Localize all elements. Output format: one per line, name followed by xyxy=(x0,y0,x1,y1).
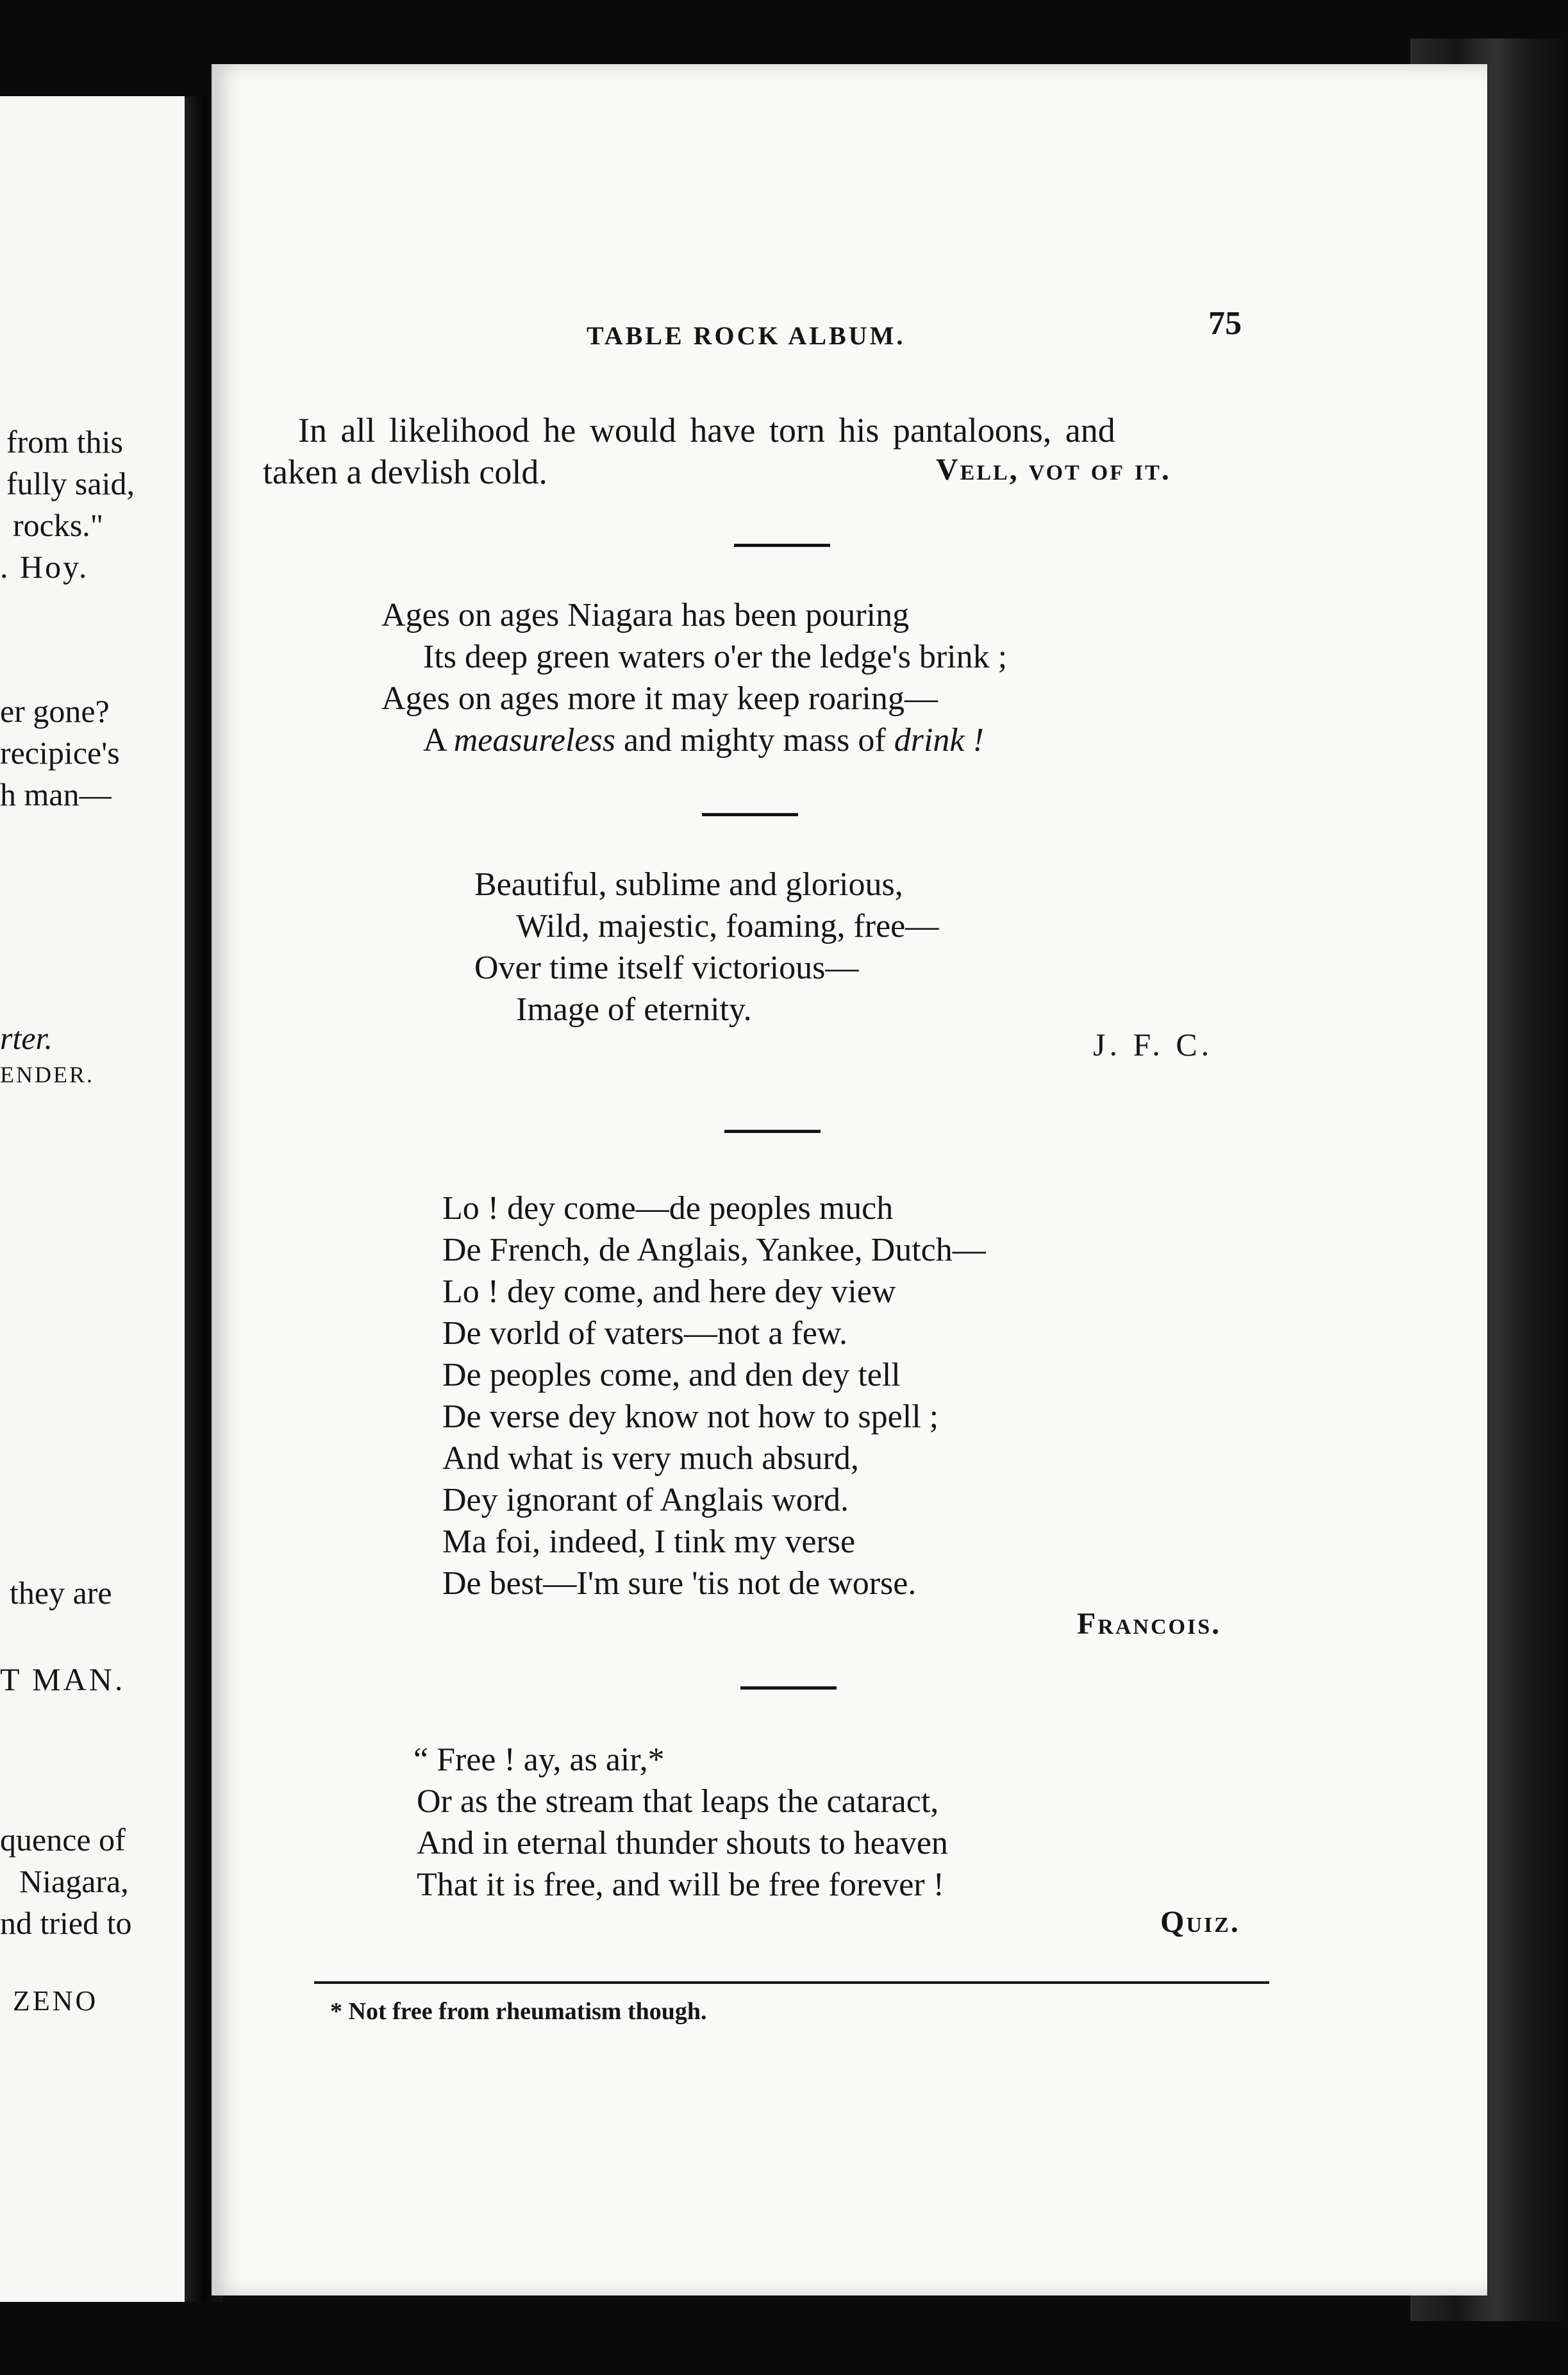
footnote-rule xyxy=(314,1981,1269,1984)
signature: J. F. C. xyxy=(1093,1027,1214,1062)
footnote: * Not free from rheumatism though. xyxy=(330,1998,707,2025)
prose-line: taken a devlish cold. xyxy=(263,453,547,491)
verse-line: De French, de Anglais, Yankee, Dutch— xyxy=(442,1232,986,1268)
prose-line: In all likelihood he would have torn his pantaloons, and xyxy=(298,411,1115,449)
verse-text: A xyxy=(423,722,454,759)
left-line: rocks." xyxy=(13,507,104,543)
verse-line: Ma foi, indeed, I tink my verse xyxy=(442,1523,856,1560)
left-line: nd tried to xyxy=(0,1905,132,1941)
verse-line: De best—I'm sure 'tis not de worse. xyxy=(442,1565,917,1602)
left-line: recipice's xyxy=(0,735,120,771)
verse-line: Over time itself victorious— xyxy=(474,950,859,986)
section-divider xyxy=(740,1686,837,1690)
left-line: they are xyxy=(10,1575,112,1611)
left-page-fragment xyxy=(0,96,192,2302)
verse-line xyxy=(423,721,984,759)
verse-line: De verse dey know not how to spell ; xyxy=(442,1398,939,1435)
section-divider xyxy=(734,544,830,547)
running-head: TABLE ROCK ALBUM. xyxy=(587,321,906,350)
page-number: 75 xyxy=(1208,305,1242,342)
section-divider xyxy=(724,1130,821,1133)
verse-line: Beautiful, sublime and glorious, xyxy=(474,866,903,903)
left-line: ZENO xyxy=(13,1985,99,2017)
verse-line: Or as the stream that leaps the cataract, xyxy=(417,1783,939,1820)
left-line: er gone? xyxy=(0,693,110,729)
verse-line: Lo ! dey come—de peoples much xyxy=(442,1190,894,1227)
left-line: ENDER. xyxy=(0,1062,94,1087)
left-line: h man— xyxy=(0,776,112,812)
verse-line: Ages on ages more it may keep roaring— xyxy=(381,680,938,717)
left-line: rter. xyxy=(0,1020,53,1056)
left-line: quence of xyxy=(0,1822,126,1858)
signature: Francois. xyxy=(1077,1607,1222,1641)
signature: Vell, vot of it. xyxy=(936,453,1171,487)
verse-emphasis: drink ! xyxy=(894,722,984,759)
right-page xyxy=(212,64,1487,2295)
verse-line: De vorld of vaters—not a few. xyxy=(442,1315,847,1352)
verse-line: De peoples come, and den dey tell xyxy=(442,1357,901,1393)
verse-line: Image of eternity. xyxy=(516,991,752,1028)
verse-line: And in eternal thunder shouts to heaven xyxy=(417,1825,948,1861)
left-line: Niagara, xyxy=(19,1863,129,1899)
verse-line: Wild, majestic, foaming, free— xyxy=(516,908,939,944)
left-line: fully said, xyxy=(6,466,135,501)
verse-line: That it is free, and will be free forever ! xyxy=(417,1867,944,1903)
signature: Quiz. xyxy=(1160,1905,1240,1939)
section-divider xyxy=(702,813,798,816)
verse-line: Dey ignorant of Anglais word. xyxy=(442,1482,849,1518)
verse-text: and mighty mass of xyxy=(615,722,894,759)
left-line: T MAN. xyxy=(0,1661,126,1697)
left-line: from this xyxy=(6,424,123,460)
left-line: . Hoy. xyxy=(0,549,89,585)
verse-line: Its deep green waters o'er the ledge's brink ; xyxy=(423,639,1008,675)
verse-line: Lo ! dey come, and here dey view xyxy=(442,1273,896,1310)
verse-emphasis: measureless xyxy=(453,722,615,759)
verse-line: Ages on ages Niagara has been pouring xyxy=(381,597,910,634)
verse-line: “ Free ! ay, as air,* xyxy=(413,1741,665,1778)
verse-line: And what is very much absurd, xyxy=(442,1440,859,1477)
